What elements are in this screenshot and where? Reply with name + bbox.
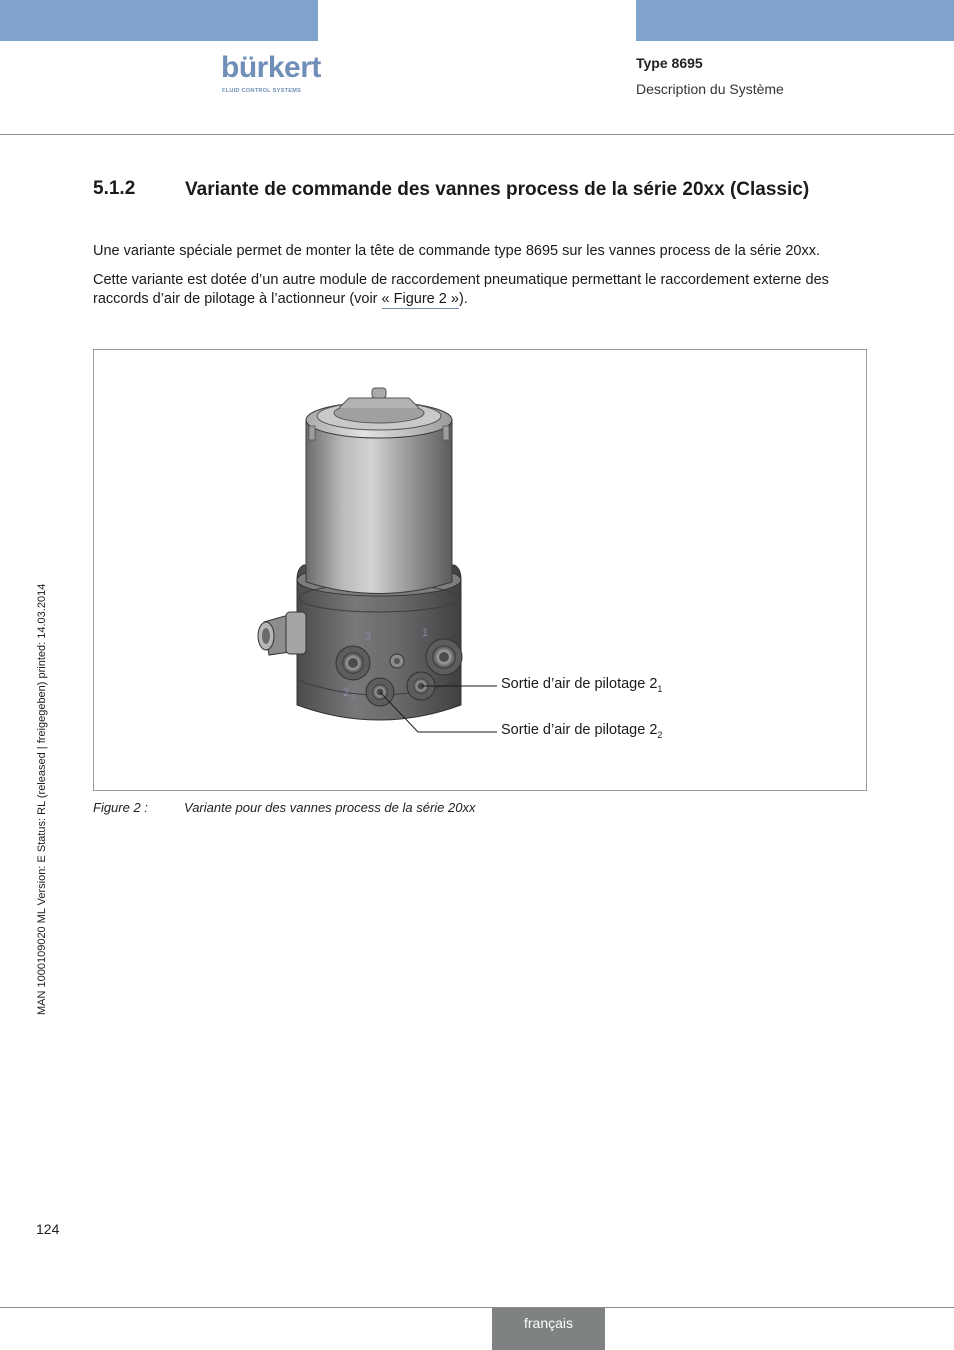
port-label-2-sub: 2 <box>351 694 355 701</box>
language-tab[interactable]: français <box>492 1308 605 1350</box>
figure-caption-text: Variante pour des vannes process de la série 20xx <box>184 800 476 815</box>
page-number: 124 <box>36 1221 60 1237</box>
logo-wordmark: bürkert <box>221 51 321 84</box>
header-accent-bar-left <box>0 0 318 41</box>
footer-divider <box>0 1307 954 1308</box>
valve-head-illustration <box>94 350 866 790</box>
callout-2-subscript: 2 <box>657 730 663 740</box>
cover-cylinder <box>306 420 452 594</box>
body-paragraph-1: Une variante spéciale permet de monter la tête de commande type 8695 sur les vannes process de la série 20xx. <box>93 243 821 259</box>
port-label-3: 3 <box>365 631 372 643</box>
callout-2-text: Sortie d’air de pilotage 2 <box>501 722 658 738</box>
header-type-label: Type 8695 <box>636 55 703 71</box>
burkert-logo <box>221 51 321 96</box>
header-description: Description du Système <box>636 81 784 97</box>
document-status-sidebar: MAN 1000109020 ML Version: E Status: RL (released | freigegeben) printed: 14.03.2014 <box>36 583 48 1015</box>
header-divider <box>0 134 954 135</box>
figure-frame <box>93 349 867 791</box>
paragraph-2-end: ). <box>458 291 468 307</box>
callout-1-text: Sortie d’air de pilotage 2 <box>501 676 658 692</box>
section-number: 5.1.2 <box>93 178 136 199</box>
paragraph-2-text: Cette variante est dotée d’un autre module de raccordement pneumatique permettant le raccordement externe des raccords d’air de pilotage à l’actionneur (voir <box>93 272 829 307</box>
port-label-1: 1 <box>422 627 429 639</box>
section-title: Variante de commande des vannes process de la série 20xx (Classic) <box>185 179 810 200</box>
callout-air-output-2-2 <box>501 722 662 740</box>
callout-air-output-2-1 <box>501 676 662 694</box>
header-accent-bar-right <box>636 0 954 41</box>
callout-1-subscript: 1 <box>657 684 663 694</box>
logo-tagline: FLUID CONTROL SYSTEMS <box>222 88 302 94</box>
figure-caption-label: Figure 2 : <box>93 800 148 815</box>
figure-2-link[interactable]: « Figure 2 » <box>381 291 459 307</box>
body-paragraph-2 <box>93 271 873 309</box>
port-label-2: 2 <box>343 687 350 699</box>
